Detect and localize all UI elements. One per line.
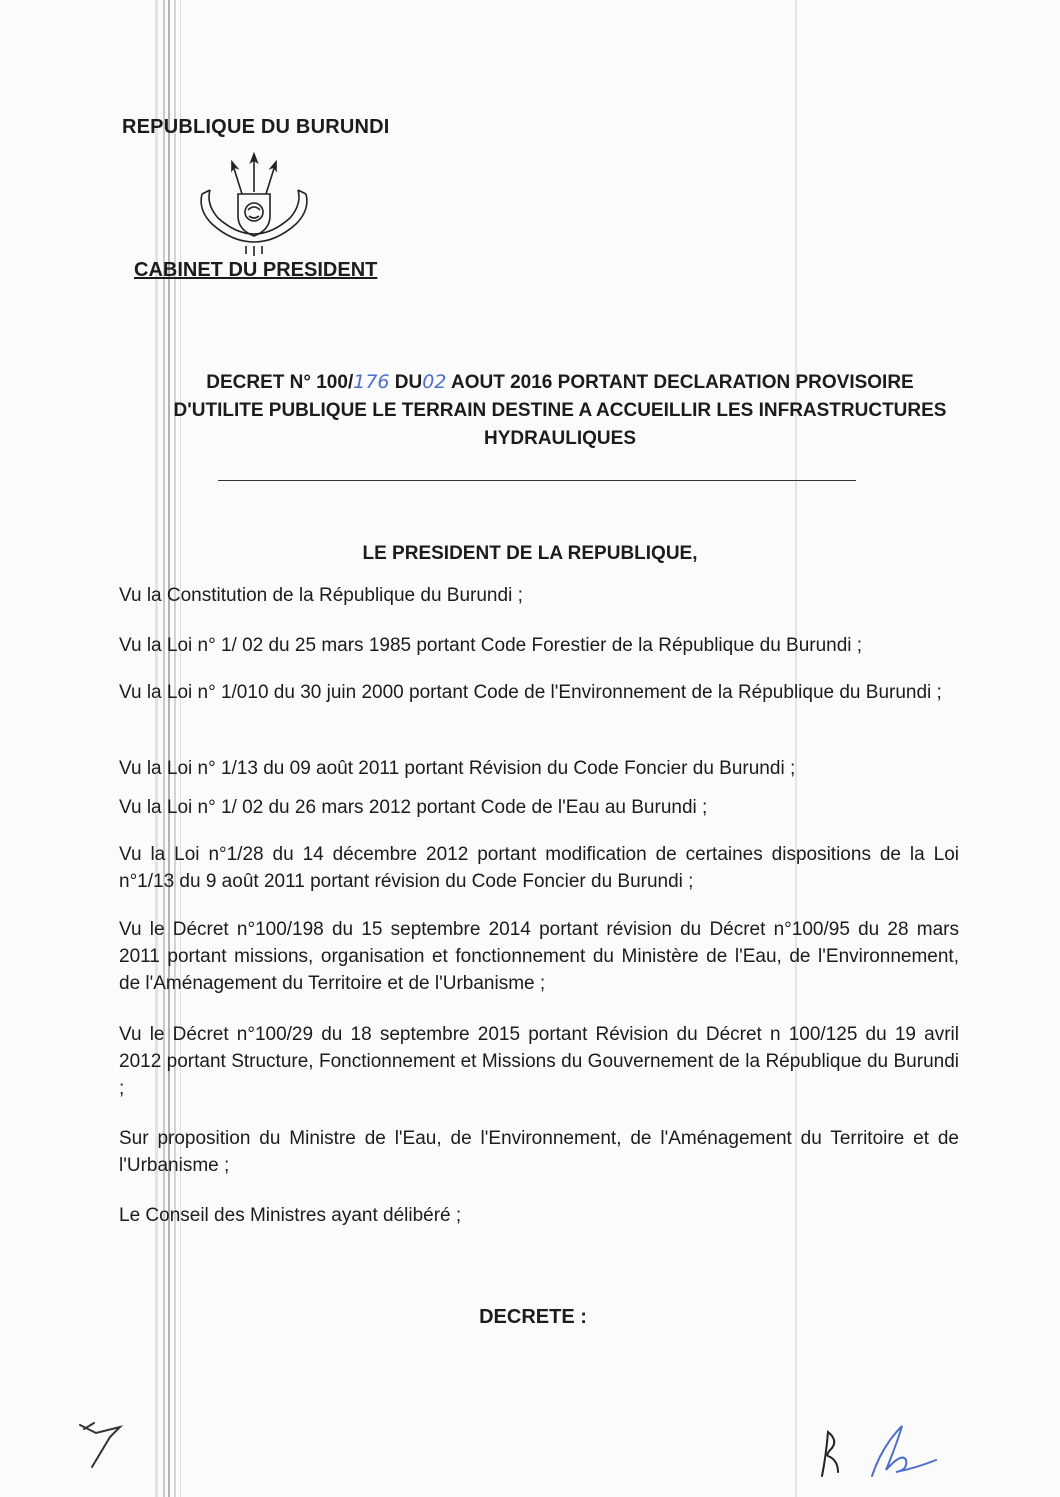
visa-paragraph: Vu la Loi n° 1/ 02 du 25 mars 1985 portant Code Forestier de la République du Burundi ; — [119, 635, 863, 656]
handwritten-signature-icon — [812, 1418, 962, 1480]
title-divider — [218, 480, 856, 481]
handwritten-decree-number: 176 — [353, 371, 390, 393]
decrete-heading: DECRETE : — [479, 1306, 587, 1328]
handwritten-initials-icon — [70, 1405, 140, 1475]
decree-title-part3: AOUT 2016 PORTANT DECLARATION PROVISOIRE — [446, 372, 914, 393]
visa-paragraph: Le Conseil des Ministres ayant délibéré ; — [119, 1205, 462, 1226]
visa-paragraph: Vu la Loi n°1/28 du 14 décembre 2012 portant modification de certaines dispositions de la Loi n°1/13 du 9 août 2011 portant révision du Code Foncier du Burundi ; — [119, 844, 959, 892]
decree-title-part2: DU — [389, 372, 423, 393]
decree-title — [120, 368, 1000, 453]
scan-artifact-line — [174, 0, 176, 1497]
visa-paragraph: Vu la Constitution de la République du Burundi ; — [119, 585, 523, 606]
visa-paragraph: Vu la Loi n° 1/010 du 30 juin 2000 portant Code de l'Environnement de la République du Burundi ; — [119, 682, 942, 703]
scan-artifact-line — [180, 0, 181, 1497]
handwritten-day: 02 — [422, 371, 447, 393]
president-heading: LE PRESIDENT DE LA REPUBLIQUE, — [362, 543, 698, 564]
decree-title-line1 — [120, 368, 1000, 397]
coat-of-arms-icon — [194, 152, 314, 260]
visa-paragraph: Vu le Décret n°100/198 du 15 septembre 2014 portant révision du Décret n°100/95 du 28 mars 2011 portant missions, organisation et fonctionnement du Ministère de l'Eau, de l'Environnement, de l'Aménagement du Territoire et de l'Urbanisme ; — [119, 919, 959, 994]
visa-paragraph: Vu le Décret n°100/29 du 18 septembre 2015 portant Révision du Décret n 100/125 du 19 avril 2012 portant Structure, Fonctionnement et Missions du Gouvernement de la République du Burundi ; — [119, 1024, 959, 1099]
scan-artifact-line — [155, 0, 158, 1497]
visa-paragraph: Vu la Loi n° 1/13 du 09 août 2011 portant Révision du Code Foncier du Burundi ; — [119, 758, 796, 779]
visa-paragraph: Vu la Loi n° 1/ 02 du 26 mars 2012 portant Code de l'Eau au Burundi ; — [119, 797, 708, 818]
country-heading: REPUBLIQUE DU BURUNDI — [122, 116, 390, 138]
scan-artifact-line — [795, 0, 797, 1497]
decree-title-line3: HYDRAULIQUES — [483, 428, 636, 449]
decree-title-part1: DECRET N° 100/ — [206, 372, 354, 393]
scan-artifact-line — [168, 0, 170, 1497]
scan-artifact-line — [163, 0, 165, 1497]
cabinet-heading: CABINET DU PRESIDENT — [134, 259, 378, 281]
visa-paragraph: Sur proposition du Ministre de l'Eau, de l'Environnement, de l'Aménagement du Territoire et de l'Urbanisme ; — [119, 1128, 959, 1176]
decree-title-line2: D'UTILITE PUBLIQUE LE TERRAIN DESTINE A ACCUEILLIR LES INFRASTRUCTURES — [173, 400, 947, 421]
